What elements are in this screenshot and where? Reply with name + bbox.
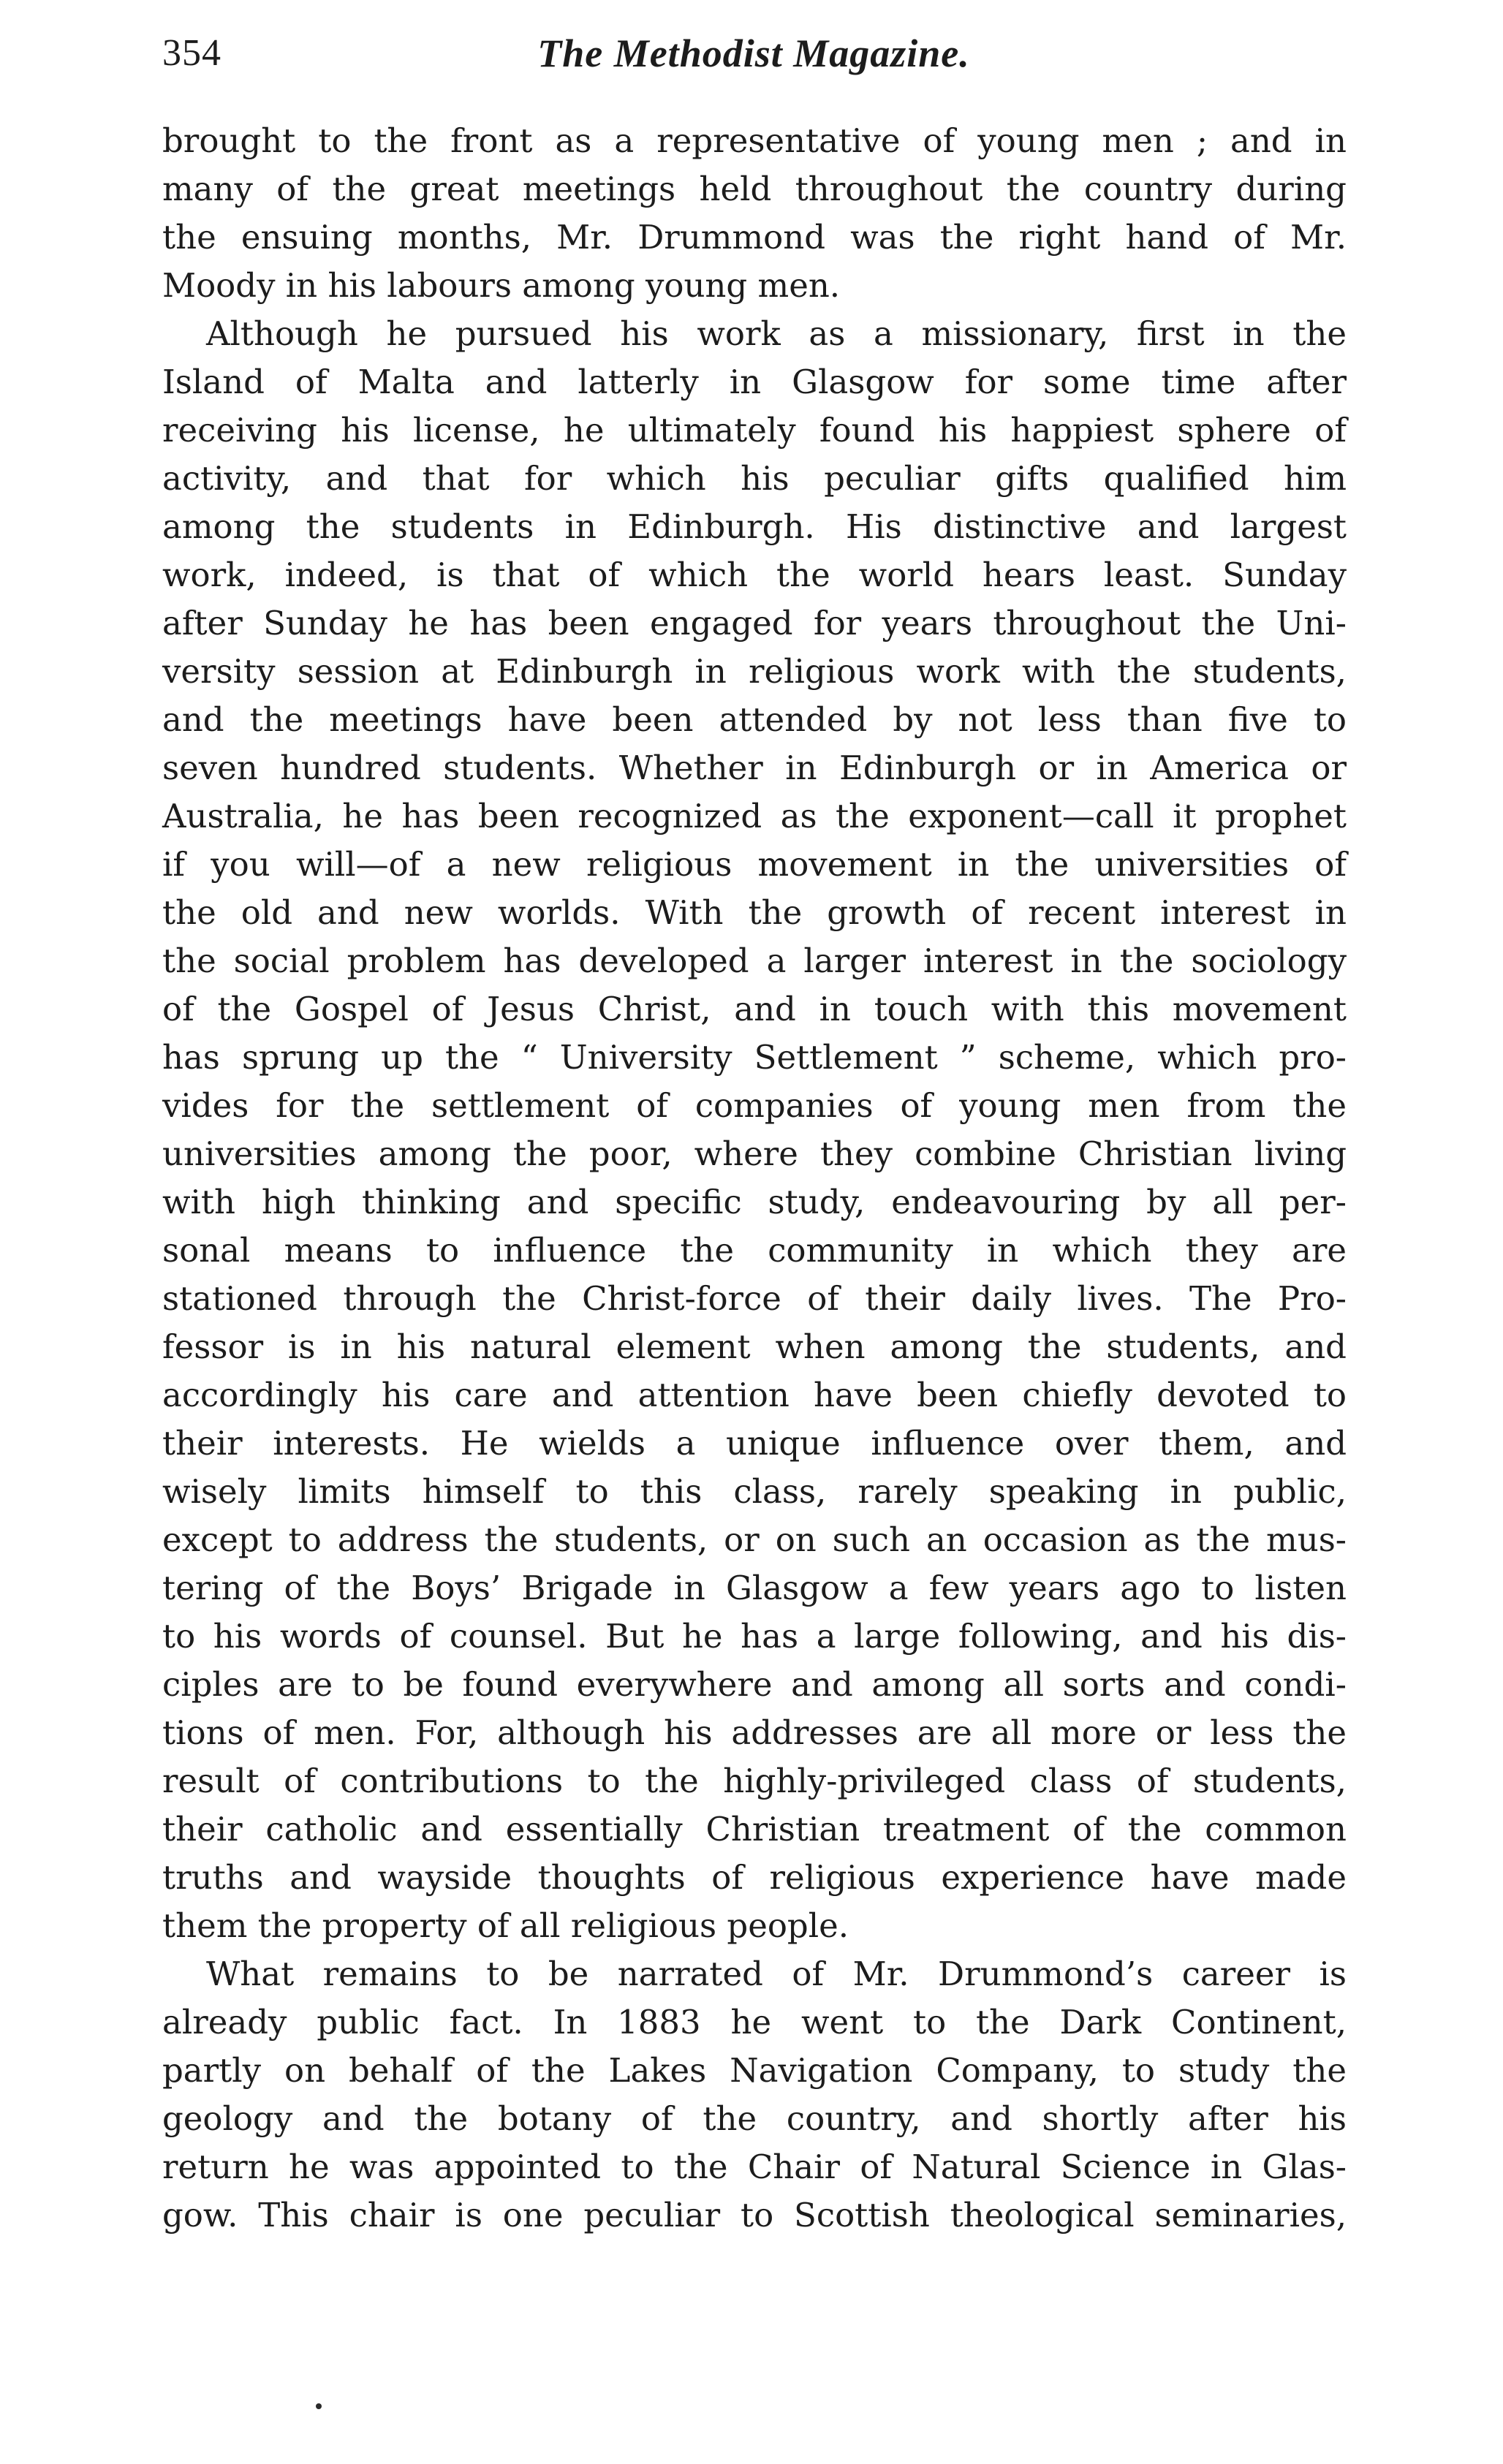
text-line: activity, and that for which his peculiar gifts qualified him — [162, 459, 1347, 498]
article-body — [162, 117, 1347, 2240]
page-header — [162, 28, 1345, 79]
text-line: ciples are to be found everywhere and among all sorts and condi- — [162, 1665, 1347, 1704]
text-line: accordingly his care and attention have been chiefly devoted to — [162, 1376, 1347, 1414]
text-line: except to address the students, or on such an occasion as the mus- — [162, 1520, 1347, 1559]
text-line: return he was appointed to the Chair of Natural Science in Glas- — [162, 2148, 1347, 2186]
text-line: the social problem has developed a larger interest in the sociology — [162, 941, 1347, 980]
text-line: their catholic and essentially Christian treatment of the common — [162, 1810, 1347, 1849]
text-line: stationed through the Christ-force of their daily lives. The Pro- — [162, 1279, 1347, 1318]
text-line: their interests. He wields a unique influence over them, and — [162, 1424, 1347, 1463]
text-line: versity session at Edinburgh in religious work with the students, — [162, 652, 1347, 691]
text-line: fessor is in his natural element when among the students, and — [162, 1327, 1347, 1366]
text-line: Moody in his labours among young men. — [162, 266, 841, 305]
text-line: and the meetings have been attended by not less than five to — [162, 700, 1347, 739]
text-line: vides for the settlement of companies of young men from the — [162, 1086, 1347, 1125]
text-line: Australia, he has been recognized as the exponent—call it prophet — [162, 797, 1347, 835]
page-number: 354 — [162, 32, 222, 74]
text-line: already public fact. In 1883 he went to the Dark Continent, — [162, 2003, 1347, 2042]
text-line: the ensuing months, Mr. Drummond was the right hand of Mr. — [162, 218, 1347, 257]
text-line: if you will—of a new religious movement in the universities of — [162, 845, 1347, 884]
text-line: has sprung up the “ University Settlement ” scheme, which pro- — [162, 1038, 1347, 1077]
text-line: seven hundred students. Whether in Edinburgh or in America or — [162, 748, 1347, 787]
text-line: wisely limits himself to this class, rarely speaking in public, — [162, 1472, 1347, 1511]
text-line: truths and wayside thoughts of religious experience have made — [162, 1858, 1347, 1897]
text-line: with high thinking and specific study, endeavouring by all per- — [162, 1183, 1347, 1221]
text-line: sonal means to influence the community in which they are — [162, 1231, 1347, 1270]
text-line: to his words of counsel. But he has a large following, and his dis- — [162, 1617, 1347, 1656]
text-line: tering of the Boys’ Brigade in Glasgow a few years ago to listen — [162, 1569, 1347, 1607]
text-line: of the Gospel of Jesus Christ, and in touch with this movement — [162, 990, 1347, 1028]
text-line: among the students in Edinburgh. His distinctive and largest — [162, 507, 1347, 546]
text-line: Island of Malta and latterly in Glasgow for some time after — [162, 363, 1347, 401]
text-line: receiving his license, he ultimately found his happiest sphere of — [162, 411, 1347, 450]
text-line: work, indeed, is that of which the world hears least. Sunday — [162, 556, 1347, 594]
text-line: tions of men. For, although his addresses are all more or less the — [162, 1713, 1347, 1752]
text-line: after Sunday he has been engaged for years throughout the Uni- — [162, 604, 1347, 642]
text-line: What remains to be narrated of Mr. Drummond’s career is — [206, 1955, 1347, 1993]
text-line: partly on behalf of the Lakes Navigation Company, to study the — [162, 2051, 1347, 2090]
text-line: Although he pursued his work as a missionary, first in the — [206, 314, 1347, 353]
text-line: universities among the poor, where they combine Christian living — [162, 1134, 1347, 1173]
text-line: many of the great meetings held throughout the country during — [162, 170, 1347, 208]
text-line: brought to the front as a representative of young men ; and in — [162, 121, 1347, 160]
text-line: them the property of all religious people. — [162, 1906, 849, 1945]
ink-speck — [316, 2403, 322, 2409]
text-line: gow. This chair is one peculiar to Scottish theological seminaries, — [162, 2196, 1347, 2234]
text-line: the old and new worlds. With the growth of recent interest in — [162, 893, 1347, 932]
running-title: The Methodist Magazine. — [537, 31, 970, 75]
text-line: geology and the botany of the country, and shortly after his — [162, 2099, 1347, 2138]
text-line: result of contributions to the highly-privileged class of students, — [162, 1762, 1347, 1800]
